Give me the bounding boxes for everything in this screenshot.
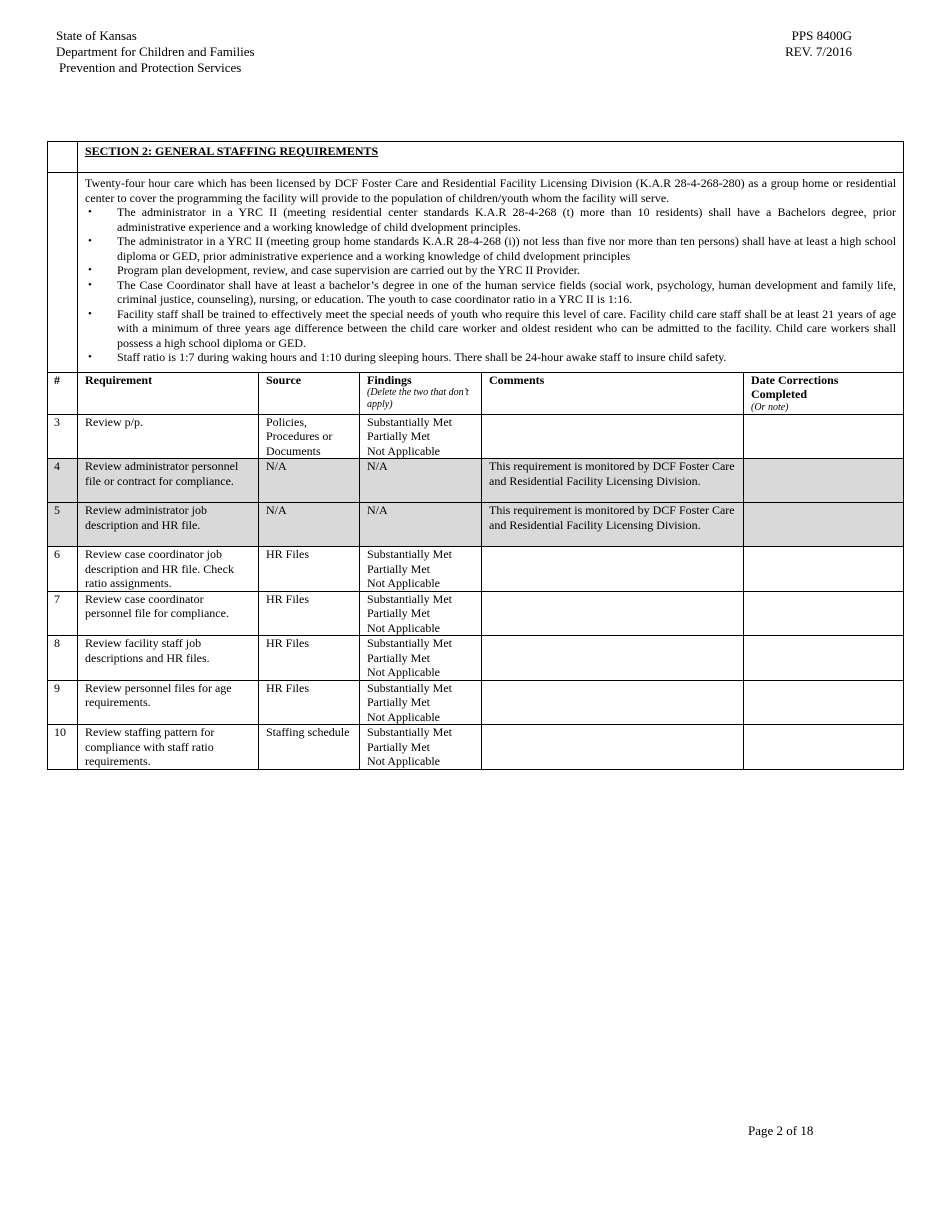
finding-option: Partially Met <box>367 739 430 754</box>
finding-option: Substantially Met <box>367 636 452 650</box>
row-comments <box>482 547 744 592</box>
col-requirement-header: Requirement <box>78 372 259 414</box>
row-date-completed <box>744 547 904 592</box>
intro-paragraph: Twenty-four hour care which has been licensed by DCF Foster Care and Residential Facility Licensing Division (K.A.R 28-4-268-280) as a group home or residential center to cover the programming the facility will provide to the population of children/youth whom the facility will serve. <box>85 176 897 205</box>
row-source: HR Files <box>259 680 360 725</box>
finding-option: Not Applicable <box>367 576 440 590</box>
row-source: N/A <box>259 503 360 547</box>
row-number: 7 <box>48 591 78 636</box>
bullet-item: • The administrator in a YRC II (meeting group home standards K.A.R 28-4-268 (i)) not less than five nor more than ten persons) shall have at least a high school diploma or GED, prior administrative experience and a working knowledge of child dvelopment principles <box>88 234 897 263</box>
row-date-completed <box>744 725 904 770</box>
row-source: HR Files <box>259 636 360 681</box>
row-date-completed <box>744 636 904 681</box>
row-findings <box>360 547 482 592</box>
header-right <box>785 28 852 60</box>
row-source: HR Files <box>259 591 360 636</box>
row-number: 9 <box>48 680 78 725</box>
row-number: 3 <box>48 414 78 459</box>
header-state: State of Kansas <box>56 28 137 43</box>
col-findings-header: Findings (Delete the two that don’t apply) <box>360 372 482 414</box>
row-source: Staffing schedule <box>259 725 360 770</box>
finding-option: Not Applicable <box>367 443 440 458</box>
finding-option: Not Applicable <box>367 620 440 635</box>
row-number: 10 <box>48 725 78 770</box>
requirements-table <box>47 141 904 770</box>
requirements-bullet-list <box>85 205 896 365</box>
row-date-completed <box>744 591 904 636</box>
row-comments <box>482 636 744 681</box>
finding-option: Partially Met <box>367 606 430 620</box>
section-title-row <box>48 142 904 173</box>
row-source: N/A <box>259 459 360 503</box>
row-comments <box>482 591 744 636</box>
bullet-item: • Staff ratio is 1:7 during waking hours and 1:10 during sleeping hours. There shall be 24-hour awake staff to insure child safety. <box>88 350 727 364</box>
section-title-spacer <box>48 142 78 173</box>
finding-option: Substantially Met <box>367 591 452 606</box>
bullet-icon: • <box>88 264 92 276</box>
row-findings <box>360 591 482 636</box>
row-comments: This requirement is monitored by DCF Foster Care and Residential Facility Licensing Division. <box>482 503 744 547</box>
finding-option: Not Applicable <box>367 665 440 679</box>
bullet-item: • Facility staff shall be trained to effectively meet the special needs of youth who require this level of care. Facility child care staff shall be at least 21 years of age with a minimum of three years age difference between the child care worker and oldest resident who can be admitted to the facility. Child care workers shall possess a high school diploma or GED. <box>88 306 897 350</box>
row-date-completed <box>744 503 904 547</box>
row-findings <box>360 680 482 725</box>
date-note: (Or note) <box>751 401 789 413</box>
row-requirement: Review case coordinator personnel file for compliance. <box>78 591 259 636</box>
bullet-icon: • <box>88 278 92 291</box>
section-title: SECTION 2: GENERAL STAFFING REQUIREMENTS <box>78 142 904 173</box>
column-header-row <box>48 372 904 414</box>
table-row <box>48 459 904 503</box>
row-requirement: Review personnel files for age requirements. <box>78 680 259 725</box>
row-findings <box>360 636 482 681</box>
finding-option: Substantially Met <box>367 680 452 695</box>
row-requirement: Review staffing pattern for compliance with staff ratio requirements. <box>78 725 259 770</box>
row-comments <box>482 725 744 770</box>
row-findings <box>360 459 482 503</box>
finding-option: N/A <box>367 503 388 517</box>
col-date-header: Date Corrections Completed (Or note) <box>744 372 904 414</box>
row-source: HR Files <box>259 547 360 592</box>
header-division: Prevention and Protection Services <box>59 60 242 75</box>
bullet-icon: • <box>88 351 92 363</box>
section-intro-spacer <box>48 173 78 373</box>
finding-option: N/A <box>367 459 388 473</box>
table-row <box>48 591 904 636</box>
section-intro <box>78 173 904 373</box>
section-intro-row <box>48 173 904 373</box>
table-row <box>48 547 904 592</box>
bullet-icon: • <box>88 307 92 320</box>
finding-option: Partially Met <box>367 650 430 665</box>
table-row <box>48 414 904 459</box>
col-num-header: # <box>48 372 78 414</box>
row-findings <box>360 503 482 547</box>
row-date-completed <box>744 680 904 725</box>
bullet-item: • The Case Coordinator shall have at least a bachelor’s degree in one of the human service fields (social work, psychology, human development and family life, criminal justice, counseling), nursing, or education. The youth to case coordinator ratio in a YRC II is 1:16. <box>88 277 897 306</box>
row-comments: This requirement is monitored by DCF Foster Care and Residential Facility Licensing Division. <box>482 459 744 503</box>
row-requirement: Review p/p. <box>78 414 259 459</box>
row-findings <box>360 725 482 770</box>
table-row <box>48 636 904 681</box>
finding-option: Not Applicable <box>367 754 440 768</box>
row-requirement: Review facility staff job descriptions and HR files. <box>78 636 259 681</box>
form-number: PPS 8400G <box>791 28 852 43</box>
bullet-icon: • <box>88 206 92 218</box>
row-findings <box>360 414 482 459</box>
row-date-completed <box>744 459 904 503</box>
row-number: 6 <box>48 547 78 592</box>
table-row <box>48 680 904 725</box>
row-requirement: Review administrator personnel file or contract for compliance. <box>78 459 259 503</box>
page-number: Page 2 of 18 <box>748 1123 814 1138</box>
header-department: Department for Children and Families <box>56 44 255 59</box>
row-requirement: Review administrator job description and HR file. <box>78 503 259 547</box>
row-comments <box>482 414 744 459</box>
revision-date: REV. 7/2016 <box>785 44 852 59</box>
header-left <box>56 28 255 76</box>
row-number: 5 <box>48 503 78 547</box>
findings-note: (Delete the two that don’t apply) <box>367 387 469 410</box>
row-date-completed <box>744 414 904 459</box>
table-row <box>48 503 904 547</box>
col-source-header: Source <box>259 372 360 414</box>
row-requirement: Review case coordinator job description and HR file. Check ratio assignments. <box>78 547 259 592</box>
finding-option: Not Applicable <box>367 709 440 724</box>
finding-option: Substantially Met <box>367 547 452 561</box>
row-source: Policies, Procedures or Documents <box>259 414 360 459</box>
row-number: 8 <box>48 636 78 681</box>
requirement-rows <box>48 414 904 769</box>
table-row <box>48 725 904 770</box>
bullet-item: • The administrator in a YRC II (meeting residential center standards K.A.R 28-4-268 (t) more than 10 residents) shall have a Bachelors degree, prior administrative experience and a working knowledge of child dvelopment principles. <box>88 205 897 234</box>
finding-option: Partially Met <box>367 695 430 709</box>
col-comments-header: Comments <box>482 372 744 414</box>
finding-option: Substantially Met <box>367 725 452 739</box>
bullet-icon: • <box>88 235 92 247</box>
row-number: 4 <box>48 459 78 503</box>
finding-option: Partially Met <box>367 561 430 576</box>
finding-option: Partially Met <box>367 429 430 443</box>
row-comments <box>482 680 744 725</box>
bullet-item: • Program plan development, review, and case supervision are carried out by the YRC II Provider. <box>88 263 580 277</box>
finding-option: Substantially Met <box>367 414 452 429</box>
